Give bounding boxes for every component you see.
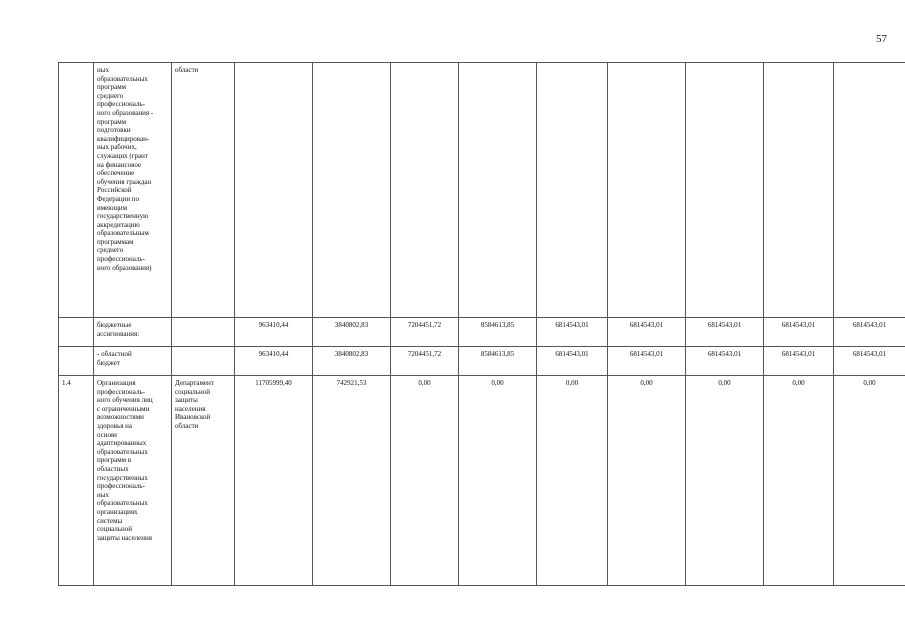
description-line: государственных	[97, 473, 148, 482]
description-line: ассигнования:	[97, 329, 140, 338]
value-cell: 6814543,01	[537, 318, 608, 347]
budget-table	[58, 62, 905, 586]
description-line: профессиональ-	[97, 255, 145, 264]
table-row	[59, 376, 905, 586]
row-description	[94, 347, 172, 376]
description-line: профессиональ-	[97, 482, 145, 491]
value-cell: 7204451,72	[391, 318, 459, 347]
page-number: 57	[876, 33, 887, 45]
value-cell: 6814543,01	[764, 318, 834, 347]
row-index	[59, 318, 94, 347]
value-cell: 6814543,01	[608, 318, 686, 347]
value-cell: 6814543,01	[686, 347, 764, 376]
description-line: подготовки	[97, 126, 131, 135]
description-line: квалифицирован-	[97, 134, 150, 143]
value-cell: 6814543,01	[834, 347, 905, 376]
value-cell	[459, 63, 537, 318]
description-line: ного обучения лиц	[97, 396, 153, 405]
description-line: программ	[97, 83, 127, 92]
description-line: ного образования)	[97, 263, 152, 272]
description-line: - областной	[97, 350, 132, 358]
description-line: защиты населения	[97, 533, 152, 542]
value-cell: 6814543,01	[834, 318, 905, 347]
value-cell: 0,00	[608, 376, 686, 586]
value-cell	[537, 63, 608, 318]
executor-line: социальной	[175, 387, 210, 396]
table-row	[59, 347, 905, 376]
value-cell: 963410,44	[235, 318, 313, 347]
description-line: Российской	[97, 186, 132, 195]
description-line: имеющим	[97, 203, 128, 212]
row-index	[59, 347, 94, 376]
value-cell: 0,00	[834, 376, 905, 586]
description-line: образовательных	[97, 447, 148, 456]
executor-line: Департамент	[175, 379, 214, 387]
value-cell: 8584613,85	[459, 318, 537, 347]
description-line: адаптированных	[97, 439, 147, 448]
value-cell: 6814543,01	[686, 318, 764, 347]
description-line: обеспечение	[97, 169, 135, 178]
row-executor	[172, 347, 235, 376]
description-line: на финансовое	[97, 160, 142, 169]
value-cell: 6814543,01	[537, 347, 608, 376]
description-line: образовательным	[97, 229, 149, 238]
row-description	[94, 318, 172, 347]
row-description	[94, 63, 172, 318]
row-index: 1.4	[59, 376, 94, 586]
row-executor	[172, 318, 235, 347]
description-line: основе	[97, 430, 118, 439]
description-line: ных рабочих,	[97, 143, 137, 152]
executor-line: населения	[175, 404, 206, 413]
description-line: социальной	[97, 525, 132, 534]
description-line: программ в	[97, 456, 132, 465]
description-line: Федерации по	[97, 194, 140, 203]
value-cell: 0,00	[686, 376, 764, 586]
value-cell: 0,00	[764, 376, 834, 586]
row-index	[59, 63, 94, 318]
description-line: ных	[97, 66, 109, 74]
description-line: ного образования -	[97, 108, 154, 117]
description-line: здоровья на	[97, 421, 133, 430]
description-line: возможностями	[97, 413, 144, 422]
value-cell: 8584613,85	[459, 347, 537, 376]
value-cell: 963410,44	[235, 347, 313, 376]
description-line: аккредитацию	[97, 220, 140, 229]
description-line: с ограниченными	[97, 404, 150, 413]
description-line: ных	[97, 490, 109, 499]
value-cell	[764, 63, 834, 318]
value-cell	[608, 63, 686, 318]
description-line: Организация	[97, 379, 136, 387]
row-executor	[172, 63, 235, 318]
value-cell: 3840802,83	[313, 318, 391, 347]
description-line: профессиональ-	[97, 100, 145, 109]
value-cell	[391, 63, 459, 318]
value-cell	[686, 63, 764, 318]
value-cell: 3840802,83	[313, 347, 391, 376]
description-line: профессиональ-	[97, 387, 145, 396]
description-line: служащих (грант	[97, 151, 148, 160]
value-cell: 0,00	[537, 376, 608, 586]
description-line: бюджетные	[97, 321, 132, 329]
value-cell: 0,00	[391, 376, 459, 586]
description-line: системы	[97, 516, 123, 525]
executor-line: области	[175, 66, 199, 74]
value-cell: 742921,53	[313, 376, 391, 586]
value-cell	[834, 63, 905, 318]
value-cell	[313, 63, 391, 318]
executor-line: Ивановской	[175, 413, 211, 422]
description-line: среднего	[97, 91, 124, 100]
description-line: программ	[97, 117, 127, 126]
description-line: обучения граждан	[97, 177, 152, 186]
description-line: образовательных	[97, 499, 148, 508]
row-description	[94, 376, 172, 586]
description-line: областных	[97, 464, 129, 473]
description-line: программам	[97, 237, 134, 246]
value-cell: 6814543,01	[764, 347, 834, 376]
row-executor	[172, 376, 235, 586]
description-line: образовательных	[97, 74, 148, 83]
value-cell	[235, 63, 313, 318]
executor-line: области	[175, 421, 199, 430]
executor-line: защиты	[175, 396, 198, 405]
description-line: бюджет	[97, 358, 120, 367]
description-line: организациях	[97, 507, 138, 516]
table-row	[59, 318, 905, 347]
description-line: государственную	[97, 212, 149, 221]
value-cell: 7204451,72	[391, 347, 459, 376]
table-row	[59, 63, 905, 318]
description-line: среднего	[97, 246, 124, 255]
value-cell: 0,00	[459, 376, 537, 586]
value-cell: 6814543,01	[608, 347, 686, 376]
value-cell: 11705999,40	[235, 376, 313, 586]
